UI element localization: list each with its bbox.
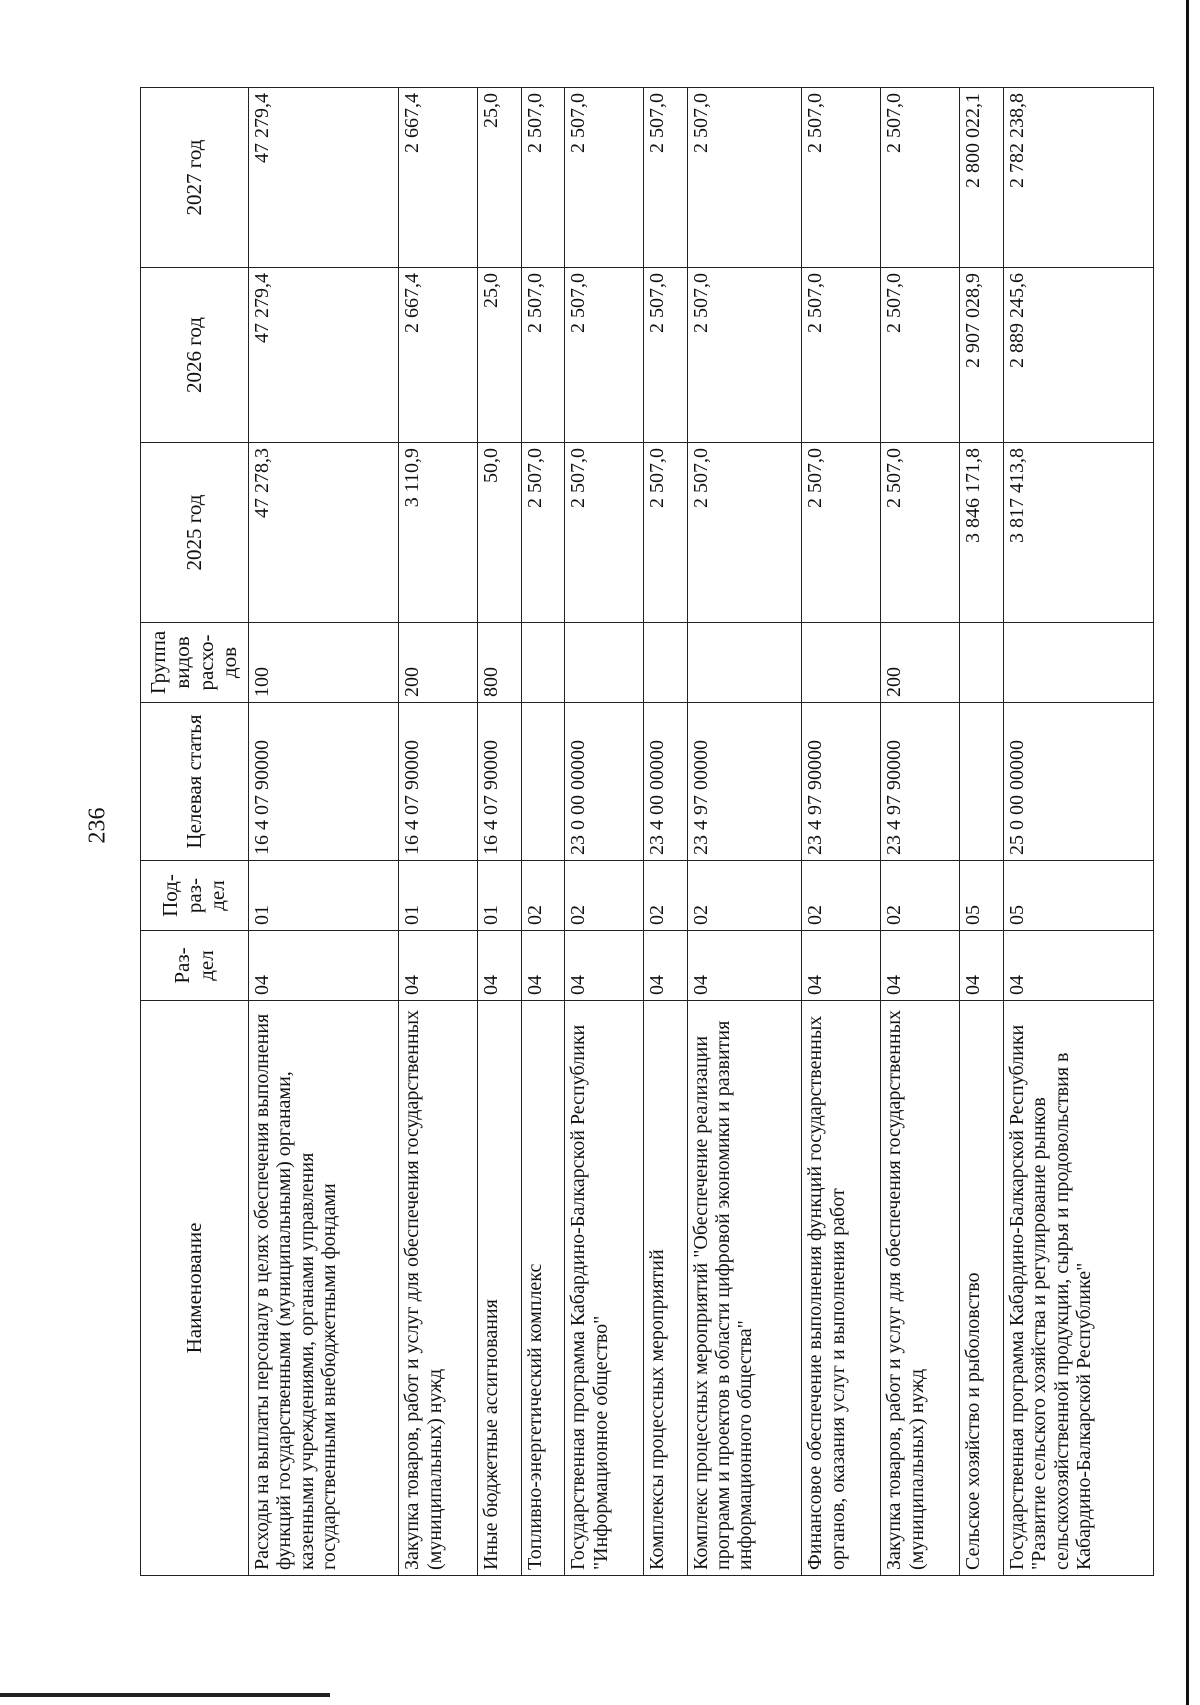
cell-y2027: 2 667,4 (399, 88, 478, 268)
cell-y2025: 2 507,0 (644, 443, 687, 623)
cell-y2026: 2 507,0 (687, 268, 802, 443)
cell-name: Закупка товаров, работ и услуг для обеспечения государственных (муниципальных) нужд (881, 1001, 960, 1576)
cell-y2027: 25,0 (478, 88, 521, 268)
cell-razdel: 04 (478, 931, 521, 1001)
scan-bottom-line (0, 1693, 330, 1697)
cell-y2027: 2 507,0 (565, 88, 644, 268)
cell-gruppa (1003, 623, 1153, 703)
cell-podrazdel: 01 (478, 861, 521, 931)
cell-podrazdel: 02 (644, 861, 687, 931)
cell-gruppa (521, 623, 564, 703)
cell-podrazdel: 01 (399, 861, 478, 931)
scan-edge-line (1186, 0, 1189, 1705)
table-row (644, 88, 687, 1576)
table-row (478, 88, 521, 1576)
cell-y2027: 2 507,0 (521, 88, 564, 268)
cell-gruppa (960, 623, 1003, 703)
cell-celevaya (521, 703, 564, 861)
cell-celevaya (960, 703, 1003, 861)
header-row (141, 88, 249, 1576)
cell-y2027: 2 507,0 (644, 88, 687, 268)
budget-table (140, 87, 1154, 1576)
cell-razdel: 04 (565, 931, 644, 1001)
cell-podrazdel: 05 (960, 861, 1003, 931)
cell-y2025: 2 507,0 (521, 443, 564, 623)
cell-y2025: 50,0 (478, 443, 521, 623)
cell-celevaya: 23 0 00 00000 (565, 703, 644, 861)
table-row (565, 88, 644, 1576)
page-number: 236 (84, 807, 111, 844)
cell-y2026: 2 889 245,6 (1003, 268, 1153, 443)
header-2026: 2026 год (141, 268, 249, 443)
cell-name: Топливно-энергетический комплекс (521, 1001, 564, 1576)
budget-table-container (140, 88, 1154, 1576)
cell-name: Сельское хозяйство и рыболовство (960, 1001, 1003, 1576)
cell-y2027: 2 507,0 (687, 88, 802, 268)
cell-podrazdel: 02 (565, 861, 644, 931)
header-gruppa: Группа видов расхо- дов (141, 623, 249, 703)
cell-celevaya: 23 4 97 00000 (687, 703, 802, 861)
cell-celevaya: 23 4 00 00000 (644, 703, 687, 861)
cell-gruppa (565, 623, 644, 703)
table-row (960, 88, 1003, 1576)
cell-name: Иные бюджетные ассигнования (478, 1001, 521, 1576)
cell-gruppa: 200 (399, 623, 478, 703)
cell-razdel: 04 (644, 931, 687, 1001)
cell-y2026: 25,0 (478, 268, 521, 443)
cell-name: Финансовое обеспечение выполнения функций государственных органов, оказания услуг и выполнения работ (802, 1001, 881, 1576)
cell-y2027: 47 279,4 (249, 88, 399, 268)
cell-gruppa (687, 623, 802, 703)
cell-razdel: 04 (399, 931, 478, 1001)
cell-gruppa (644, 623, 687, 703)
table-row (249, 88, 399, 1576)
cell-y2025: 2 507,0 (802, 443, 881, 623)
cell-name: Закупка товаров, работ и услуг для обеспечения государственных (муниципальных) нужд (399, 1001, 478, 1576)
cell-celevaya: 23 4 97 90000 (881, 703, 960, 861)
cell-name: Комплекс процессных мероприятий "Обеспечение реализации программ и проектов в области цифровой экономики и развития информационного общества" (687, 1001, 802, 1576)
cell-podrazdel: 02 (687, 861, 802, 931)
table-row (802, 88, 881, 1576)
cell-y2026: 47 279,4 (249, 268, 399, 443)
table-row (521, 88, 564, 1576)
cell-razdel: 04 (249, 931, 399, 1001)
cell-y2027: 2 507,0 (881, 88, 960, 268)
table-row (881, 88, 960, 1576)
header-celevaya: Целевая статья (141, 703, 249, 861)
cell-podrazdel: 01 (249, 861, 399, 931)
cell-podrazdel: 05 (1003, 861, 1153, 931)
header-razdel: Раз- дел (141, 931, 249, 1001)
cell-y2027: 2 800 022,1 (960, 88, 1003, 268)
cell-y2025: 3 846 171,8 (960, 443, 1003, 623)
cell-celevaya: 23 4 97 90000 (802, 703, 881, 861)
cell-name: Расходы на выплаты персоналу в целях обеспечения выполнения функций государственными (муниципальными) органами, казенными учреждениями, органами управления государственными внебюджетными фондами (249, 1001, 399, 1576)
cell-name: Государственная программа Кабардино-Балкарской Республики "Развитие сельского хозяйства и регулирование рынков сельскохозяйственной продукции, сырья и продовольствия в Кабардино-Балкарской Республике" (1003, 1001, 1153, 1576)
cell-gruppa: 200 (881, 623, 960, 703)
cell-razdel: 04 (802, 931, 881, 1001)
cell-celevaya: 16 4 07 90000 (478, 703, 521, 861)
cell-podrazdel: 02 (881, 861, 960, 931)
cell-razdel: 04 (960, 931, 1003, 1001)
cell-gruppa: 100 (249, 623, 399, 703)
cell-y2026: 2 507,0 (565, 268, 644, 443)
cell-podrazdel: 02 (521, 861, 564, 931)
cell-y2026: 2 907 028,9 (960, 268, 1003, 443)
header-2027: 2027 год (141, 88, 249, 268)
cell-y2026: 2 507,0 (521, 268, 564, 443)
cell-y2026: 2 507,0 (802, 268, 881, 443)
header-name: Наименование (141, 1001, 249, 1576)
cell-y2025: 3 110,9 (399, 443, 478, 623)
cell-y2026: 2 667,4 (399, 268, 478, 443)
cell-celevaya: 16 4 07 90000 (399, 703, 478, 861)
header-2025: 2025 год (141, 443, 249, 623)
cell-y2025: 2 507,0 (881, 443, 960, 623)
cell-y2025: 2 507,0 (687, 443, 802, 623)
table-body (249, 88, 1154, 1576)
cell-name: Государственная программа Кабардино-Балкарской Республики "Информационное общество" (565, 1001, 644, 1576)
cell-y2025: 3 817 413,8 (1003, 443, 1153, 623)
cell-y2025: 47 278,3 (249, 443, 399, 623)
cell-name: Комплексы процессных мероприятий (644, 1001, 687, 1576)
cell-celevaya: 25 0 00 00000 (1003, 703, 1153, 861)
cell-razdel: 04 (1003, 931, 1153, 1001)
cell-y2027: 2 782 238,8 (1003, 88, 1153, 268)
table-row (1003, 88, 1153, 1576)
cell-y2026: 2 507,0 (644, 268, 687, 443)
cell-razdel: 04 (881, 931, 960, 1001)
cell-celevaya: 16 4 07 90000 (249, 703, 399, 861)
cell-y2025: 2 507,0 (565, 443, 644, 623)
cell-razdel: 04 (687, 931, 802, 1001)
cell-y2027: 2 507,0 (802, 88, 881, 268)
cell-gruppa (802, 623, 881, 703)
cell-y2026: 2 507,0 (881, 268, 960, 443)
cell-razdel: 04 (521, 931, 564, 1001)
table-row (687, 88, 802, 1576)
cell-podrazdel: 02 (802, 861, 881, 931)
header-podrazdel: Под- раз- дел (141, 861, 249, 931)
table-row (399, 88, 478, 1576)
cell-gruppa: 800 (478, 623, 521, 703)
